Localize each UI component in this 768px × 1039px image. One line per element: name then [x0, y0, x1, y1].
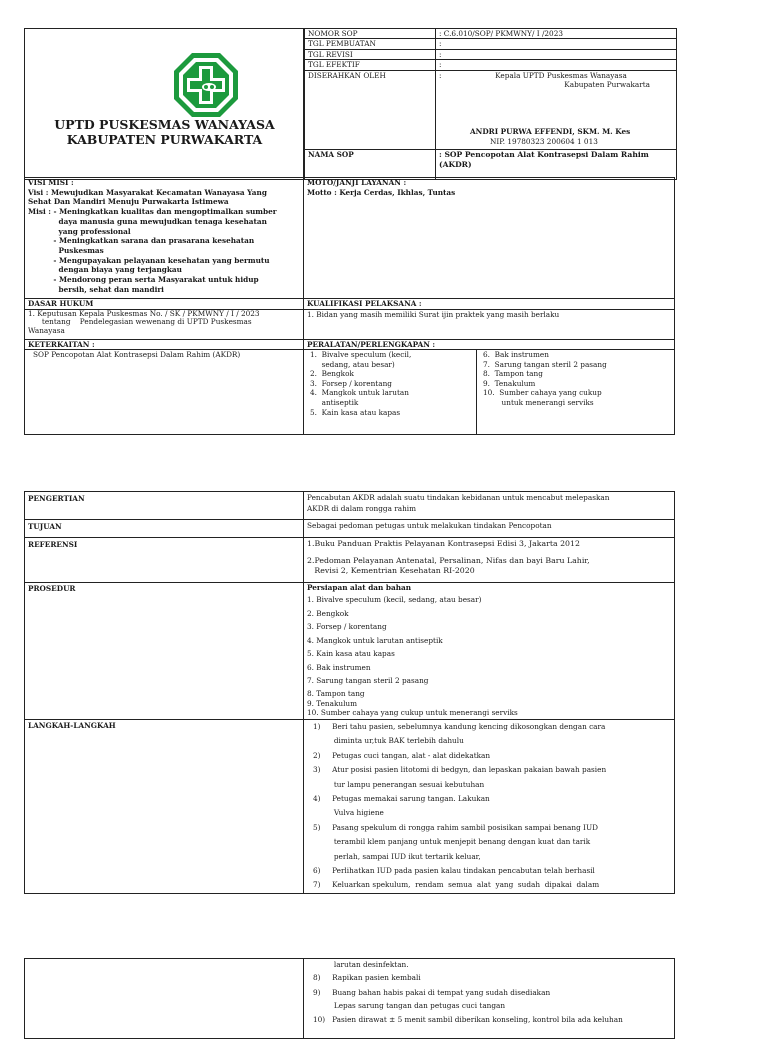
meta-label: NOMOR SOP [305, 28, 436, 39]
langkah-line: Lepas sarung tangan dan petugas cuci tangan [313, 1001, 506, 1011]
langkah-line: 9) Buang bahan habis pakai di tempat yang sudah disediakan [313, 988, 551, 998]
langkah-label: LANGKAH-LANGKAH [25, 720, 304, 894]
sop-info-table [24, 177, 674, 435]
peralatan-item: 8. Tampon tang [483, 369, 543, 379]
misi-line: - Mendorong peran serta Masyarakat untuk hidup [28, 275, 259, 285]
pengertian-text: Pencabutan AKDR adalah suatu tindakan kebidanan untuk mencabut melepaskan AKDR di dalam rongga rahim [304, 492, 675, 520]
prosedur-item: 8. Tampon tang [307, 688, 365, 698]
keterkaitan-text: SOP Pencopotan Alat Kontrasepsi Dalam Rahim (AKDR) [25, 350, 304, 435]
prosedur-item: 1. Bivalve speculum (kecil, sedang, atau besar) [307, 595, 482, 604]
dasar-hukum-heading: DASAR HUKUM [25, 299, 304, 310]
prosedur-item: 5. Kain kasa atau kapas [307, 649, 395, 658]
meta-label: TGL PEMBUATAN [305, 39, 436, 50]
org-cell [25, 29, 304, 180]
meta-value: : C.6.010/SOP/ PKMWNY/ I /2023 [436, 28, 677, 39]
motto-heading: MOTO/JANJI LAYANAN : [307, 178, 407, 187]
langkah-line: 3) Atur posisi pasien litotomi di bedgyn, dan lepaskan pakaian bawah pasien [313, 765, 607, 775]
meta-value: : [436, 39, 677, 50]
misi-line: Puskesmas [28, 245, 104, 255]
prosedur-item: 2. Bengkok [307, 608, 349, 618]
langkah-line: terambil klem panjang untuk menjepit benang dengan kuat dan tarik [313, 837, 591, 847]
misi-line: - Meningkatkan sarana dan prasarana kesehatan [28, 236, 255, 246]
peralatan-item: 5. Kain kasa atau kapas [310, 407, 401, 417]
dasar-line: tentang Pendelegasian wewenang di UPTD Puskesmas [28, 317, 252, 327]
continuation-text [304, 959, 675, 1039]
peralatan-item: sedang, atau besar) [310, 359, 395, 369]
langkah-line: 1) Beri tahu pasien, sebelumnya kandung kencing dikosongkan dengan cara [313, 722, 606, 731]
langkah-line: 10) Pasien dirawat ± 5 menit sambil diberikan konseling, kontrol bila ada keluhan [313, 1015, 623, 1025]
peralatan-item: 2. Bengkok [310, 369, 354, 379]
misi-line: dengan biaya yang terjangkau [28, 265, 182, 275]
misi-line: bersih, sehat dan mandiri [28, 284, 164, 294]
meta-value: : [436, 49, 677, 60]
dasar-line: Wanayasa [28, 326, 65, 336]
meta-label: TGL EFEKTIF [305, 60, 436, 71]
prosedur-item: 3. Forsep / korentang [307, 622, 387, 631]
peralatan-item: 10. Sumber cahaya yang cukup [483, 388, 602, 398]
nama-sop-label: NAMA SOP [305, 149, 436, 179]
dasar-line: 1. Keputusan Kepala Puskesmas No. / SK / PKMWNY / I / 2023 [28, 308, 260, 318]
visi-line: Sehat Dan Mandiri Menuju Purwakarta Istimewa [28, 197, 229, 207]
diserahkan-colon: : [439, 70, 442, 80]
meta-value: : [436, 60, 677, 71]
langkah-line: 5) Pasang spekulum di rongga rahim sambil posisikan sampai benang IUD [313, 822, 598, 832]
langkah-line: 2) Petugas cuci tangan, alat - alat didekatkan [313, 750, 491, 760]
kualifikasi-heading: KUALIFIKASI PELAKSANA : [304, 299, 675, 310]
peralatan-item: 7. Sarung tangan steril 2 pasang [483, 359, 607, 369]
kualifikasi-text: 1. Bidan yang masih memiliki Surat ijin praktek yang masih berlaku [304, 309, 675, 339]
peralatan-item: 3. Forsep / korentang [310, 378, 392, 388]
tujuan-text: Sebagai pedoman petugas untuk melakukan tindakan Pencopotan [304, 520, 675, 538]
peralatan-item: 6. Bak instrumen [483, 350, 549, 359]
visi-misi-cell [25, 178, 304, 299]
peralatan-item: 9. Tenakulum [483, 378, 536, 388]
peralatan-item: antiseptik [310, 397, 359, 407]
pengertian-label: PENGERTIAN [25, 492, 304, 520]
diserahkan-line1: Kepala UPTD Puskesmas Wanayasa [495, 70, 627, 80]
prosedur-item: 6. Bak instrumen [307, 662, 371, 672]
visi-line: Visi : Mewujudkan Masyarakat Kecamatan Wanayasa Yang [28, 187, 267, 197]
referensi-label: REFERENSI [25, 538, 304, 583]
langkah-line: 6) Perlihatkan IUD pada pasien kalau tindakan pencabutan telah berhasil [313, 866, 595, 876]
prosedur-item: 4. Mangkok untuk larutan antiseptik [307, 635, 443, 645]
sop-continuation-table [24, 958, 674, 1039]
peralatan-heading: PERALATAN/PERLENGKAPAN : [304, 339, 675, 350]
motto-text: Motto : Kerja Cerdas, Ikhlas, Tuntas [307, 187, 456, 197]
signer-name: ANDRI PURWA EFFENDI, SKM. M. Kes [470, 126, 631, 136]
langkah-line: 8) Rapikan pasien kembali [313, 973, 421, 982]
peralatan-item: untuk menerangi serviks [483, 397, 594, 407]
diserahkan-label: DISERAHKAN OLEH [305, 70, 436, 149]
diserahkan-line2: Kabupaten Purwakarta [564, 80, 650, 89]
langkah-line: 4) Petugas memakai sarung tangan. Lakukan [313, 794, 490, 804]
continuation-label-cell [25, 959, 304, 1039]
keterkaitan-heading: KETERKAITAN : [25, 339, 304, 350]
langkah-line: Vulva higiene [313, 808, 384, 818]
misi-line: yang professional [28, 226, 131, 236]
tujuan-label: TUJUAN [25, 520, 304, 538]
meta-label: TGL REVISI [305, 49, 436, 60]
misi-line: daya manusia guna mewujudkan tenaga kesehatan [28, 216, 267, 226]
langkah-line: tur lampu penerangan sesuai kebutuhan [313, 779, 485, 789]
langkah-line: 7) Keluarkan spekulum, rendam semua alat yang sudah dipakai dalam [313, 880, 600, 890]
motto-cell [304, 178, 675, 299]
peralatan-item: 4. Mangkok untuk larutan [310, 388, 409, 398]
visi-misi-heading: VISI MISI : [28, 178, 74, 187]
nama-sop-value: : SOP Pencopotan Alat Kontrasepsi Dalam Rahim (AKDR) [436, 149, 677, 179]
puskesmas-logo-icon [172, 51, 240, 119]
peralatan-left [304, 350, 477, 435]
sop-header-table [24, 28, 674, 180]
sop-procedure-table [24, 491, 674, 894]
prosedur-label: PROSEDUR [25, 583, 304, 720]
langkah-text [304, 720, 675, 894]
prosedur-item: 10. Sumber cahaya yang cukup untuk menerangi serviks [307, 707, 518, 717]
prosedur-item: 9. Tenakulum [307, 698, 358, 708]
referensi-text: 1.Buku Panduan Praktis Pelayanan Kontrasepsi Edisi 3, Jakarta 2012 2.Pedoman Pelayanan Antenatal, Persalinan, Nifas dan bayi Baru Lahir, Revisi 2, Kementrian Kesehatan RI-2020 [304, 538, 675, 583]
peralatan-right [477, 350, 675, 435]
dasar-hukum-cell [25, 309, 304, 339]
prosedur-text [304, 583, 675, 720]
signer-nip: NIP. 19780323 200604 1 013 [490, 136, 598, 146]
prosedur-heading: Persiapan alat dan bahan [307, 583, 412, 592]
langkah-line: diminta ur,tuk BAK terlebih dahulu [313, 736, 464, 746]
misi-line: Misi : - Meningkatkan kualitas dan mengoptimalkan sumber [28, 207, 277, 217]
prosedur-item: 7. Sarung tangan steril 2 pasang [307, 676, 429, 685]
peralatan-item: 1. Bivalve speculum (kecil, [310, 350, 412, 359]
langkah-line: larutan desinfektan. [313, 960, 409, 969]
misi-line: - Mengupayakan pelayanan kesehatan yang bermutu [28, 255, 270, 265]
langkah-line: perlah, sampai IUD ikut tertarik keluar, [313, 851, 481, 861]
org-name: UPTD PUSKESMAS WANAYASA KABUPATEN PURWAKARTA [54, 117, 275, 147]
